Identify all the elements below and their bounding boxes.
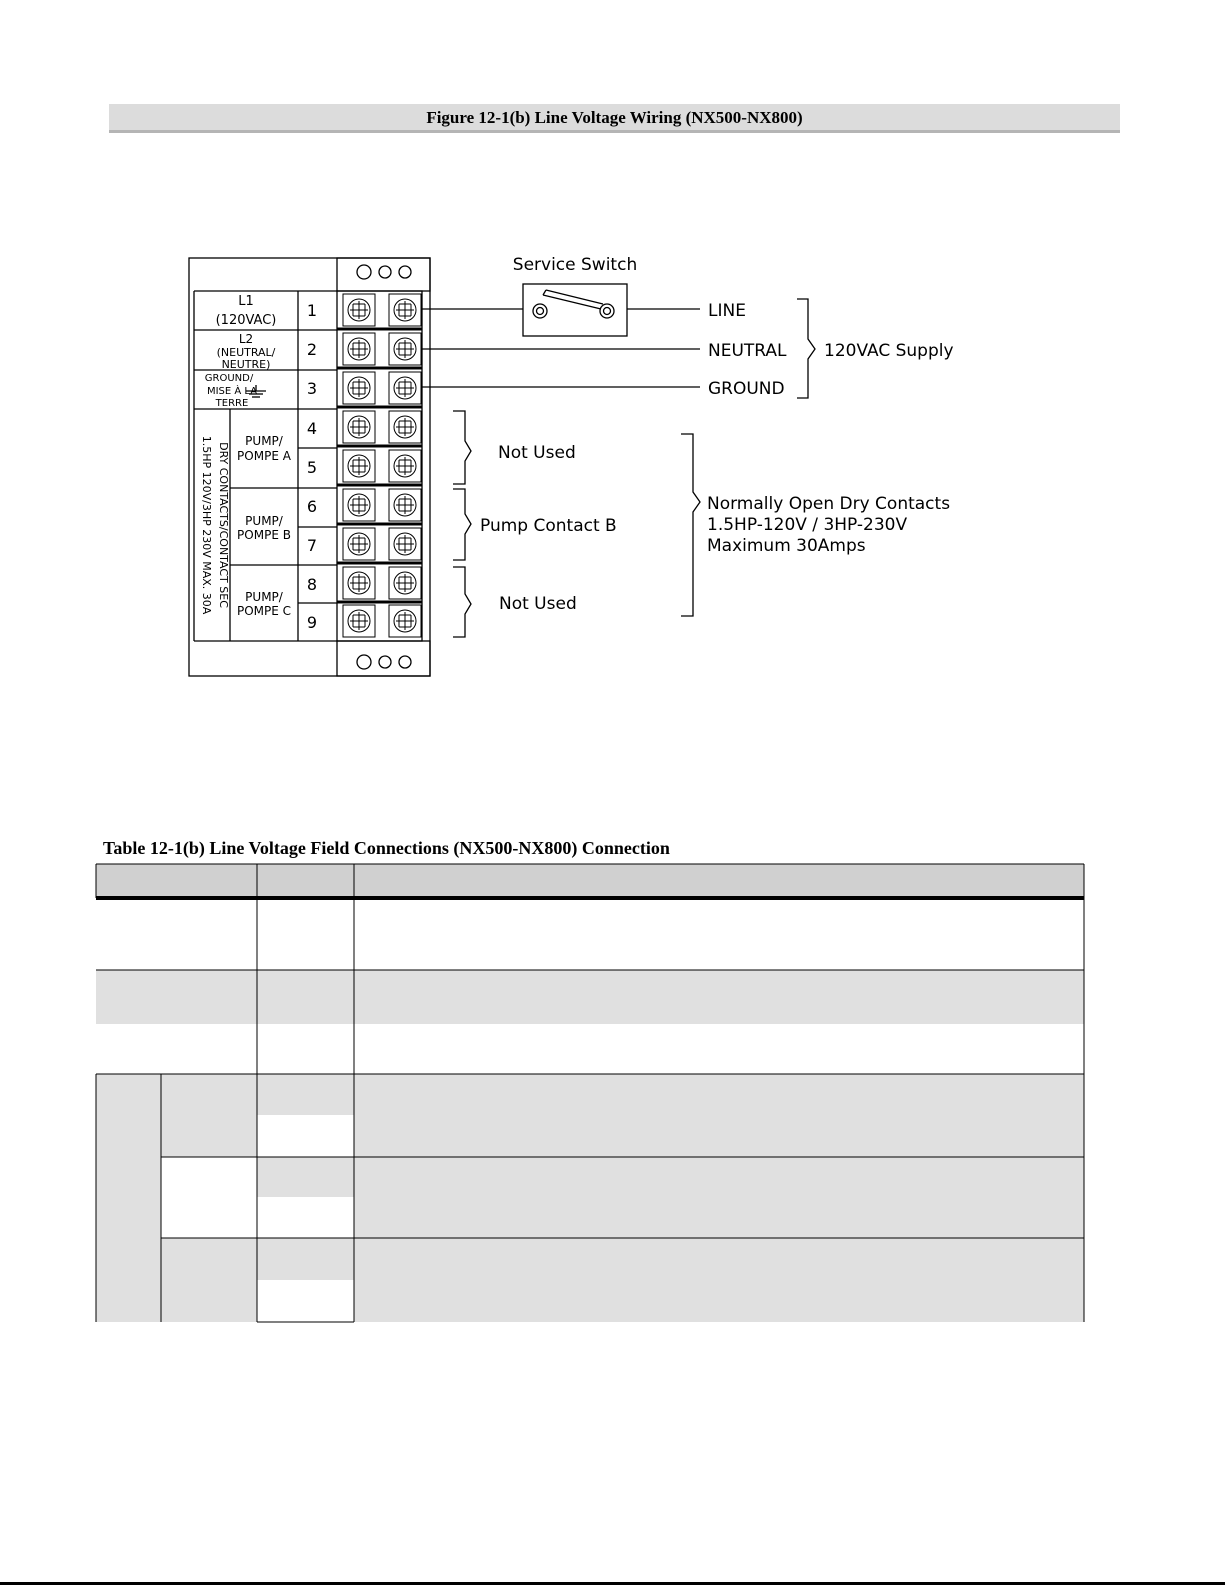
terminal-number-8: 8 — [306, 575, 318, 594]
terminal-number-6: 6 — [306, 497, 318, 516]
l1-label: L1 — [238, 294, 254, 309]
ground-label: GROUND/ — [204, 373, 254, 384]
table-caption: Table 12-1(b) Line Voltage Field Connections (NX500-NX800) Connection — [103, 838, 670, 858]
pump-c-label: PUMP/ — [245, 590, 283, 604]
mount-hole-icon — [357, 655, 371, 669]
contacts-note-line2: 1.5HP-120V / 3HP-230V — [707, 515, 908, 535]
not-used-label-a: Not Used — [498, 443, 576, 463]
terminal-number-9: 9 — [306, 613, 318, 632]
pump-b-label: PUMP/ — [245, 514, 283, 528]
l2-sublabel-fr: NEUTRE) — [221, 358, 271, 371]
ground-label-fr: MISE À LA — [206, 386, 258, 397]
connections-table — [96, 864, 1084, 1322]
pump-b-sublabel: POMPE B — [237, 528, 291, 542]
supply-bracket — [797, 299, 815, 398]
line-label: LINE — [708, 301, 746, 321]
contacts-note-line3: Maximum 30Amps — [707, 536, 866, 556]
ground-label-fr2: TERRE — [215, 398, 249, 409]
l2-sublabel: (NEUTRAL/ — [216, 346, 276, 359]
pump-contact-b-label: Pump Contact B — [480, 516, 617, 536]
contacts-note-line1: Normally Open Dry Contacts — [707, 494, 951, 514]
l2-label: L2 — [238, 332, 254, 346]
terminal-number-7: 7 — [306, 536, 318, 555]
terminal-number-3: 3 — [306, 379, 318, 398]
neutral-label: NEUTRAL — [708, 341, 787, 361]
terminal-number-5: 5 — [306, 458, 318, 477]
supply-label: 120VAC Supply — [824, 341, 954, 361]
terminal-number-1: 1 — [306, 301, 318, 320]
terminal-number-4: 4 — [306, 419, 318, 438]
terminal-number-2: 2 — [306, 340, 318, 359]
ground-wire-label: GROUND — [708, 379, 785, 399]
pump-a-sublabel: POMPE A — [237, 449, 291, 463]
pump-a-label: PUMP/ — [245, 434, 283, 448]
mount-hole-icon — [357, 265, 371, 279]
l1-sublabel: (120VAC) — [215, 313, 277, 328]
figure-title: Figure 12-1(b) Line Voltage Wiring (NX500-NX800) — [426, 108, 803, 127]
contacts-bracket — [681, 434, 700, 616]
pump-c-sublabel: POMPE C — [236, 604, 292, 618]
dry-contacts-rating: 1.5HP 120V/3HP 230V MAX. 30A — [200, 435, 213, 615]
service-switch — [523, 284, 627, 336]
service-switch-label: Service Switch — [512, 255, 638, 275]
not-used-label-c: Not Used — [499, 594, 577, 614]
dry-contacts-label: DRY CONTACTS/CONTACT SEC — [217, 442, 230, 608]
